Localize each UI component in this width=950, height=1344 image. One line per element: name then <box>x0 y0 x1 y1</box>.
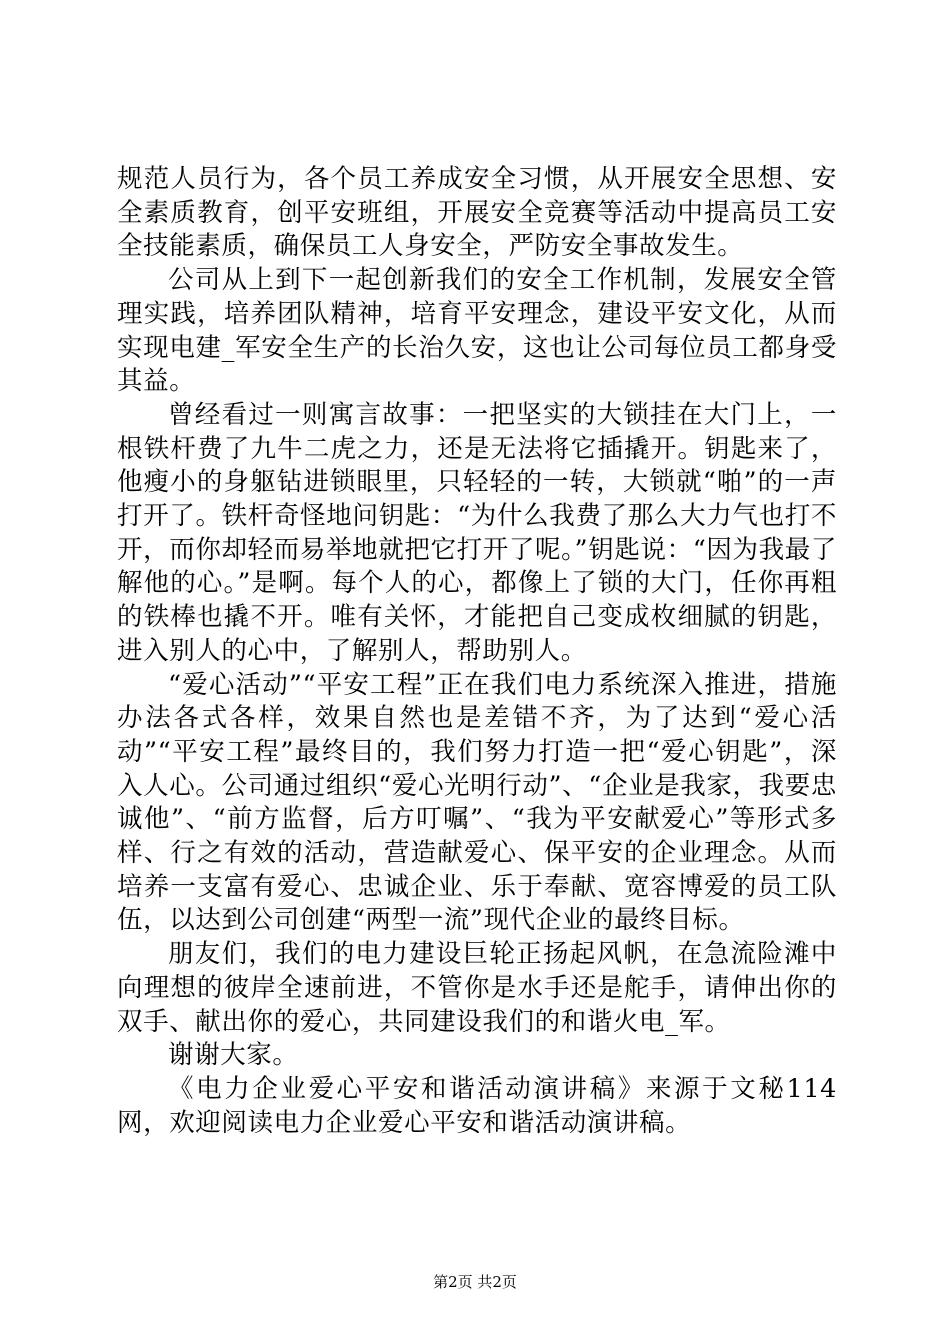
paragraph: “爱心活动”“平安工程”正在我们电力系统深入推进，措施办法各式各样，效果自然也是差错不齐，为了达到“爱心活动”“平安工程”最终目的，我们努力打造一把“爱心钥匙”，深入人心。公司通过组织“爱心光明行动”、“企业是我家，我要忠诚他”、“前方监督，后方叮嘱”、“我为平安献爱心”等形式多样、行之有效的活动，营造献爱心、保平安的企业理念。从而培养一支富有爱心、忠诚企业、乐于奉献、宽容博爱的员工队伍，以达到公司创建“两型一流”现代企业的最终目标。 <box>117 669 837 936</box>
page-footer: 第2页 共2页 <box>433 1273 517 1291</box>
paragraph: 《电力企业爱心平安和谐活动演讲稿》来源于文秘114网，欢迎阅读电力企业爱心平安和谐活动演讲稿。 <box>117 1073 837 1138</box>
paragraph: 朋友们，我们的电力建设巨轮正扬起风帆，在急流险滩中向理想的彼岸全速前进，不管你是水手还是舵手，请伸出你的双手、献出你的爱心，共同建设我们的和谐火电_军。 <box>117 939 837 1037</box>
paragraph: 公司从上到下一起创新我们的安全工作机制，发展安全管理实践，培养团队精神，培育平安理念，建设平安文化，从而实现电建_军安全生产的长治久安，这也让公司每位员工都身受其益。 <box>117 265 837 397</box>
paragraph: 谢谢大家。 <box>168 1040 299 1071</box>
document-body <box>117 163 837 1140</box>
paragraph: 规范人员行为，各个员工养成安全习惯，从开展安全思想、安全素质教育，创平安班组，开展安全竞赛等活动中提高员工安全技能素质，确保员工人身安全，严防安全事故发生。 <box>117 164 837 262</box>
paragraph: 曾经看过一则寓言故事：一把坚实的大锁挂在大门上，一根铁杆费了九牛二虎之力，还是无法将它插撬开。钥匙来了，他瘦小的身躯钻进锁眼里，只轻轻的一转，大锁就“啪”的一声打开了。铁杆奇怪地问钥匙：“为什么我费了那么大力气也打不开，而你却轻而易举地就把它打开了呢。”钥匙说：“因为我最了解他的心。”是啊。每个人的心，都像上了锁的大门，任你再粗的铁棒也撬不开。唯有关怀，才能把自己变成枚细腻的钥匙，进入别人的心中，了解别人，帮助别人。 <box>117 399 837 666</box>
